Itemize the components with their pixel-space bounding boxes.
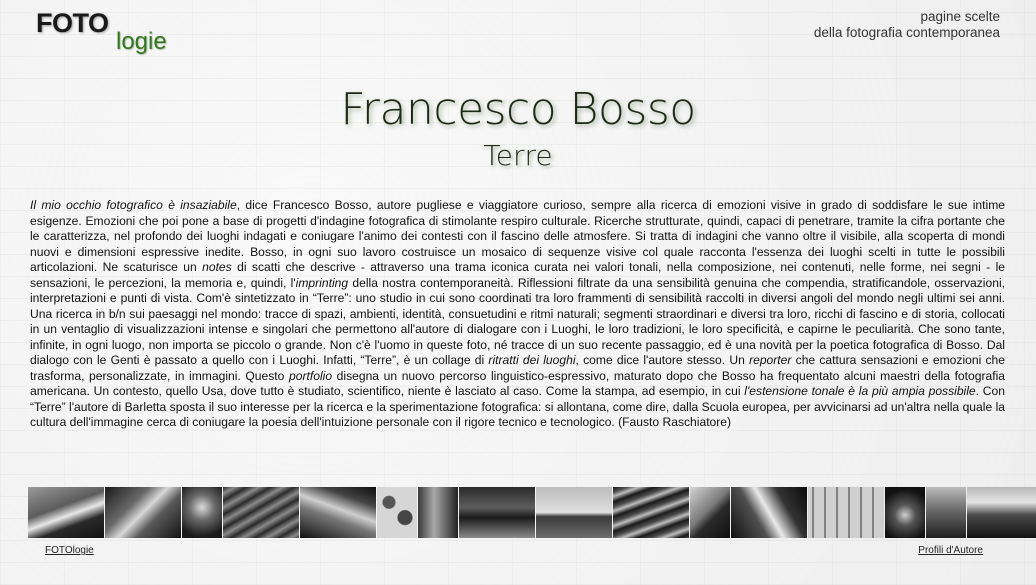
thumb-dunes[interactable]	[105, 487, 181, 538]
text-segment: che cattura sensazioni e emozioni che trasforma, personalizzate, in immagini. Questo	[30, 353, 1006, 383]
text-segment: di scatti che descrive - attraverso una trama iconica curata nei valori tonali, nella composizione, nei contenuti, nelle forme, nei segni - le sensazioni, le percezioni, la memoria e, quindi, l'	[30, 260, 1005, 290]
thumb-rocks-spots[interactable]	[377, 487, 417, 538]
thumb-sand-ripples[interactable]	[223, 487, 299, 538]
thumb-dune-curve[interactable]	[300, 487, 376, 538]
page-subtitle: Terre	[483, 139, 553, 172]
text-segment: della nostra contemporaneità. Riflessioni filtrate da una sensibilità genuina che compendia, stratificandole, osservazioni, interpretazioni e punti di vista. Com'è sintetizzato in “Terre”: uno studio in cui sono coordinati tra loro frammenti di sensibilità raccolti in diversi angoli del mondo negli ultimi sei anni. Una ricerca in b/n sui paesaggi nel mondo: tracce di spazi, ambienti, identità, consuetudini e ritmi naturali; segmenti straordinari e diversi tra loro, ricchi di fascino e di storia, collocati in un ventaglio di visualizzazioni intense e singolari che permettono all'autore di dialogare con i Luoghi, le loro tradizioni, le loro specificità, e capirne le peculiarità. Che sono tante, infinite, in ogni luogo, non importa se piccolo o grande. Non c'è l'uomo in queste foto, né tracce di un suo recente passaggio, ed è una novità per la poetica fotografica di Bosso. Dal dialogo con le Genti è passato a quello con i Luoghi. Infatti, “Terre”, è un collage di	[30, 275, 1005, 367]
text-segment: , come dice l'autore stesso. Un	[575, 353, 750, 367]
thumb-palm[interactable]	[182, 487, 222, 538]
thumb-waves-rock[interactable]	[613, 487, 689, 538]
thumb-house-dome[interactable]	[28, 487, 104, 538]
footer-link-profili-autore[interactable]: Profili d'Autore	[918, 545, 983, 556]
thumbnail-strip	[28, 487, 1008, 538]
text-italic-quote: Il mio occhio fotografico è insaziabile	[30, 198, 237, 212]
thumb-sea-rocks[interactable]	[926, 487, 966, 538]
site-tagline	[814, 9, 1000, 41]
thumb-cliff[interactable]	[418, 487, 458, 538]
text-italic-ritratti: ritratti dei luoghi	[488, 353, 576, 367]
text-italic-estensione: l'estensione tonale è la più ampia possibile	[744, 384, 976, 398]
tagline-line-1: pagine scelte	[920, 9, 1000, 24]
text-italic-imprinting: imprinting	[295, 275, 349, 290]
page-title: Francesco Bosso	[340, 84, 696, 135]
thumb-canyon[interactable]	[459, 487, 535, 538]
thumb-coast[interactable]	[967, 487, 1036, 538]
text-italic-reporter: reporter	[749, 353, 792, 367]
footer-link-fotologie[interactable]: FOTOlogie	[45, 545, 94, 556]
text-segment: . Con “Terre” l'autore di Barletta sposta il suo interesse per la ricerca e la sperimentazione fotografica: si allontana, come dire, dalla Scuola europea, per avvicinarsi ad un'altra nella quale la cultura dell'immagine cerca di coniugare la poesia dell'intuizione personale con il rigore tecnico e tecnologico. (Fausto Raschiatore)	[30, 384, 1005, 429]
thumb-water-stones[interactable]	[885, 487, 925, 538]
tagline-line-2: della fotografia contemporanea	[813, 25, 1000, 40]
logo-logie-text: logie	[116, 28, 167, 55]
text-italic-notes: notes	[202, 260, 232, 274]
text-segment: disegna un nuovo percorso linguistico-espressivo, maturato dopo che Bosso ha frequentato alcuni maestri della fotografia americana. Un contesto, quello Usa, dove tutto è studiato, scientifico, niente è lasciato al caso. Come la stampa, ad esempio, in cui	[30, 368, 1005, 398]
site-logo[interactable]	[36, 8, 176, 58]
thumb-monument[interactable]	[536, 487, 612, 538]
text-segment: , dice Francesco Bosso, autore pugliese e viaggiatore curioso, sempre alla ricerca di emozioni visive in grado di soddisfare le sue intime esigenze. Emozioni che poi pone a base di progetti d'indagine fotografica di stimolante respiro culturale. Ricerche strutturate, quindi, capaci di penetrare, tramite la cifra portante che le caratterizza, nel profondo dei luoghi indagati e coniugare l'animo dei contesti con il fascino delle atmosfere. Si tratta di indagini che vanno oltre il visibile, alla scoperta di mondi nuovi e dimensioni espressive inedite. Bosso, in ogni suo lavoro costruisce un mosaico di sequenze visive col quale racconta l'essenza dei luoghi scelti in tutte le possibili articolazioni. Ne scaturisce un	[30, 198, 1005, 274]
logo-foto-text: FOTO	[36, 8, 109, 38]
thumb-mountain[interactable]	[690, 487, 730, 538]
thumb-snow-curves[interactable]	[731, 487, 807, 538]
thumb-reeds[interactable]	[808, 487, 884, 538]
text-italic-portfolio: portfolio	[289, 368, 333, 383]
article-text	[30, 198, 1005, 431]
